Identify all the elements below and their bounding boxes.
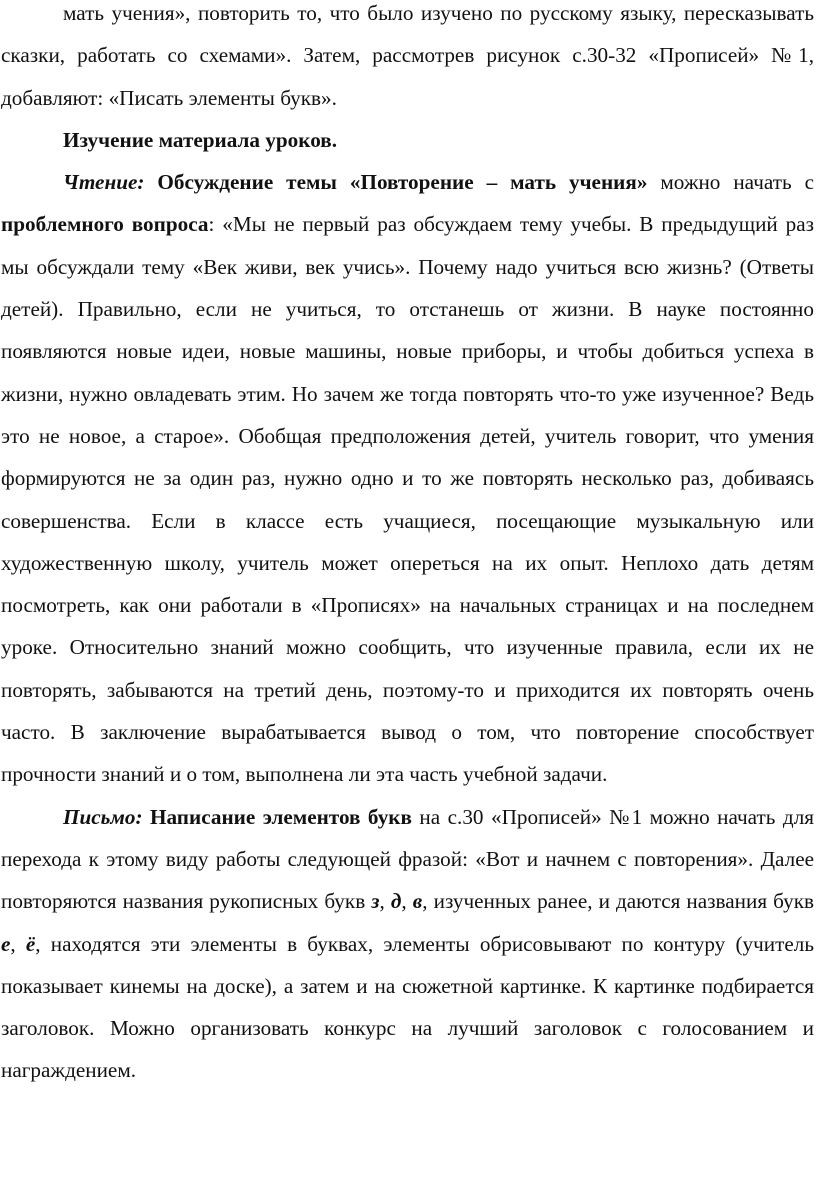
comma-1: , xyxy=(379,889,391,914)
letter-e: е xyxy=(1,931,11,956)
paragraph-reading xyxy=(1,161,814,795)
writing-text-3: , находятся эти элементы в буквах, элементы обрисовывают по контуру (учитель показывает кинемы на доске), а затем и на сюжетной картинке. К картинке подбирается заголовок. Можно организовать конкурс на лучший заголовок с голосованием и награждением. xyxy=(1,931,814,1083)
writing-text-1: на с.30 «Прописей» №1 можно начать для перехода к этому виду работы следующей фразой: «Вот и начнем с повторения». Далее повторяются названия рукописных букв xyxy=(1,804,815,914)
reading-topic: Обсуждение темы «Повторение – мать учения» xyxy=(157,170,648,195)
letter-yo: ё xyxy=(25,931,36,956)
letter-z: з xyxy=(371,889,380,914)
comma-2: , xyxy=(401,889,413,914)
paragraph-intro-text: мать учения», повторить то, что было изучено по русскому языку, пересказывать сказки, работать со схемами». Затем, рассмотрев рисунок с.30-32 «Прописей» №1, добавляют: «Писать элементы букв». xyxy=(1,1,814,110)
letter-v: в xyxy=(412,889,423,914)
comma-3: , xyxy=(10,931,26,956)
section-heading-text: Изучение материала уроков. xyxy=(63,127,338,152)
reading-text-1: можно начать с xyxy=(647,170,814,195)
paragraph-intro xyxy=(1,0,814,119)
writing-topic: Написание элементов букв xyxy=(149,804,412,829)
letter-d: д xyxy=(390,889,402,914)
reading-bold-term: проблемного вопроса xyxy=(1,212,209,237)
writing-label: Письмо: xyxy=(63,804,143,829)
reading-label: Чтение: xyxy=(63,170,145,195)
reading-text-2: : «Мы не первый раз обсуждаем тему учебы. В предыдущий раз мы обсуждали тему «Век живи, век учись». Почему надо учиться всю жизнь? (Ответы детей). Правильно, если не учиться, то отстанешь от жизни. В науке постоянно появляются новые идеи, новые машины, новые приборы, и чтобы добиться успеха в жизни, нужно овладевать этим. Но зачем же тогда повторять что-то уже изученное? Ведь это не новое, а старое». Обобщая предположения детей, учитель говорит, что умения формируются не за один раз, нужно одно и то же повторять несколько раз, добиваясь совершенства. Если в классе есть учащиеся, посещающие музыкальную или художественную школу, учитель может опереться на их опыт. Неплохо дать детям посмотреть, как они работали в «Прописях» на начальных страницах и на последнем уроке. Относительно знаний можно сообщить, что изученные правила, если их не повторять, забываются на третий день, поэтому-то и приходится их повторять очень часто. В заключение вырабатывается вывод о том, что повторение способствует прочности знаний и о том, выполнена ли эта часть учебной задачи. xyxy=(1,212,814,787)
writing-text-2: , изученных ранее, и даются названия букв xyxy=(422,889,815,914)
paragraph-writing xyxy=(1,796,814,1092)
section-heading xyxy=(1,119,814,161)
